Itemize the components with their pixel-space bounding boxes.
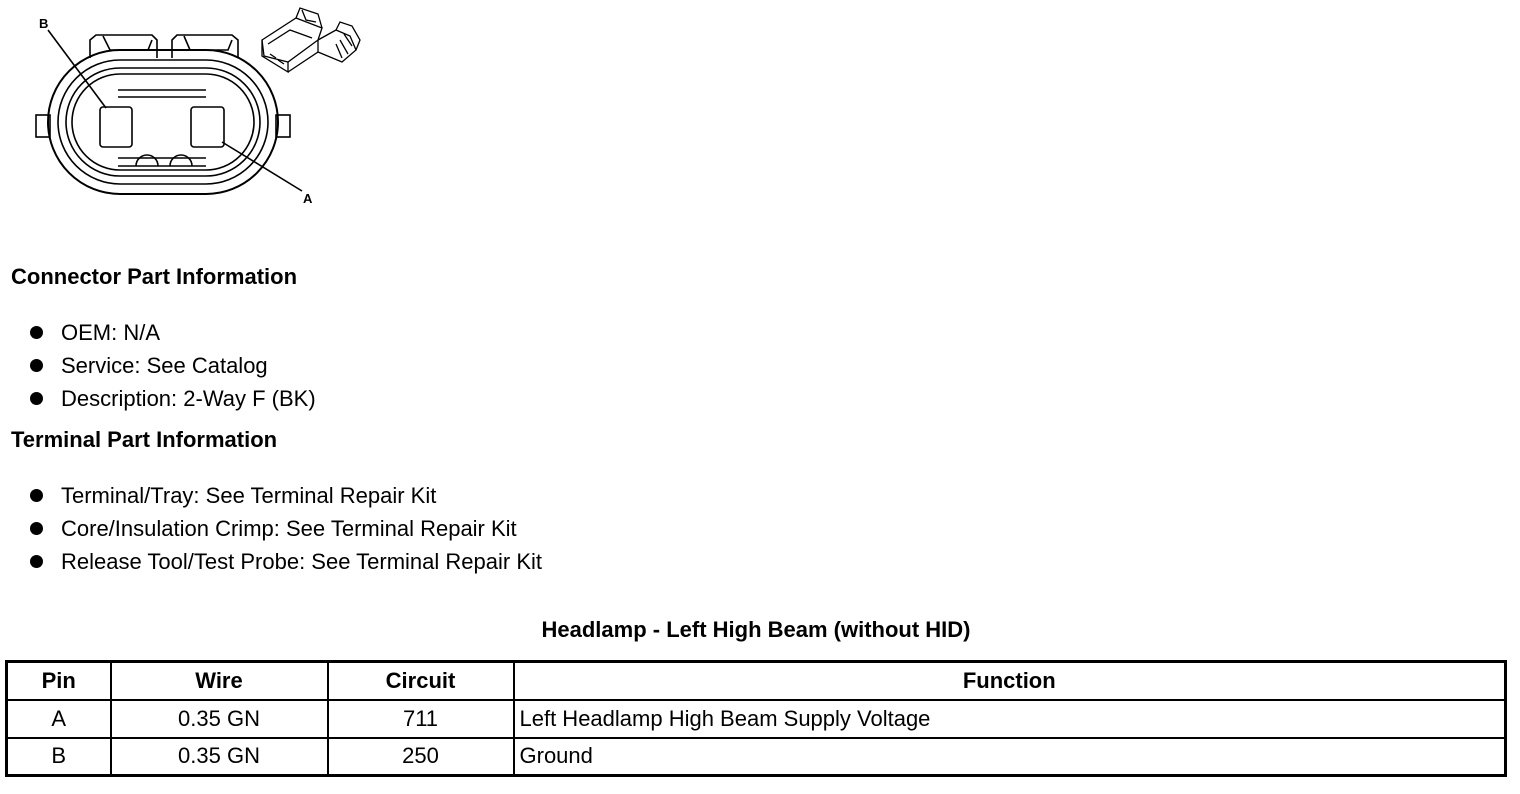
table-header-row	[7, 662, 1506, 700]
cell-function: Left Headlamp High Beam Supply Voltage	[514, 700, 1506, 738]
cell-function: Ground	[514, 738, 1506, 776]
pinout-table	[5, 660, 1507, 777]
table-row	[7, 738, 1506, 776]
connector-diagram	[0, 0, 380, 215]
list-item: OEM: N/A	[0, 316, 316, 349]
list-item: Terminal/Tray: See Terminal Repair Kit	[0, 479, 542, 512]
list-item: Service: See Catalog	[0, 349, 316, 382]
table-row	[7, 700, 1506, 738]
header-wire: Wire	[111, 662, 328, 700]
cell-wire: 0.35 GN	[111, 738, 328, 776]
latch-tabs	[90, 35, 238, 58]
bullet-icon	[30, 326, 43, 339]
connector-heading: Connector Part Information	[11, 264, 298, 289]
list-item: Description: 2-Way F (BK)	[0, 382, 316, 415]
bullet-icon	[30, 522, 43, 535]
terminal-list	[0, 479, 542, 578]
bullet-icon	[30, 555, 43, 568]
header-circuit: Circuit	[328, 662, 514, 700]
cell-wire: 0.35 GN	[111, 700, 328, 738]
bullet-icon	[30, 392, 43, 405]
bullet-icon	[30, 489, 43, 502]
cell-pin: A	[7, 700, 111, 738]
table-title: Headlamp - Left High Beam (without HID)	[541, 617, 971, 642]
terminal-heading: Terminal Part Information	[11, 427, 278, 452]
header-function: Function	[514, 662, 1506, 700]
cell-circuit: 250	[328, 738, 514, 776]
pin-label-a: A	[303, 191, 313, 206]
terminal-a	[191, 107, 224, 147]
cell-pin: B	[7, 738, 111, 776]
pin-label-b: B	[39, 16, 49, 31]
header-pin: Pin	[7, 662, 111, 700]
connector-list	[0, 316, 316, 415]
list-item: Release Tool/Test Probe: See Terminal Repair Kit	[0, 545, 542, 578]
terminal-b	[100, 107, 132, 147]
bullet-icon	[30, 359, 43, 372]
cell-circuit: 711	[328, 700, 514, 738]
connector-thumbnail	[262, 8, 360, 72]
list-item: Core/Insulation Crimp: See Terminal Repair Kit	[0, 512, 542, 545]
